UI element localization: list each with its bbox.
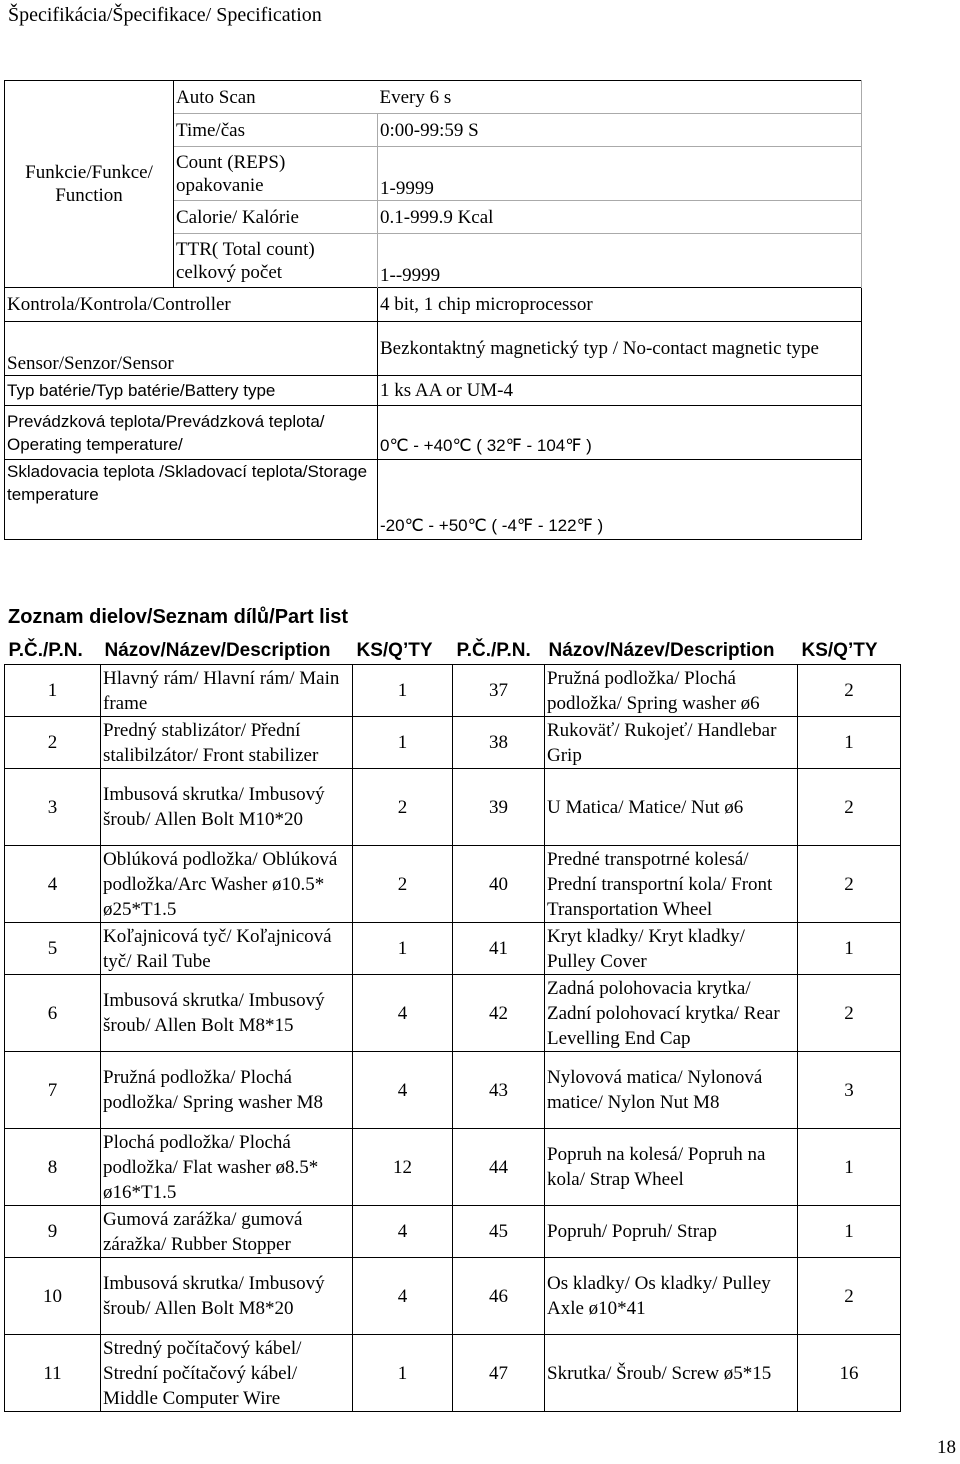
part-description: Rukoväť/ Rukojeť/ Handlebar Grip (545, 717, 798, 769)
table-row (5, 1258, 901, 1335)
part-number: 9 (5, 1206, 101, 1258)
part-description: Popruh/ Popruh/ Strap (545, 1206, 798, 1258)
part-number: 10 (5, 1258, 101, 1335)
sensor-label: Sensor/Senzor/Sensor (5, 322, 378, 376)
battery-label: Typ batérie/Typ batérie/Battery type (5, 376, 378, 406)
function-name: TTR( Total count) celkový počet (174, 234, 378, 288)
part-number: 38 (453, 717, 545, 769)
function-name: Calorie/ Kalórie (174, 201, 378, 234)
table-row (5, 769, 901, 846)
header-description: Názov/Název/Description (104, 640, 331, 661)
part-number: 2 (5, 717, 101, 769)
part-number: 1 (5, 665, 101, 717)
header-part-number: P.Č./P.N. (456, 640, 531, 661)
part-description: Os kladky/ Os kladky/ Pulley Axle ø10*41 (545, 1258, 798, 1335)
part-number: 3 (5, 769, 101, 846)
part-description: Imbusová skrutka/ Imbusový šroub/ Allen Bolt M8*15 (101, 975, 353, 1052)
part-quantity: 1 (798, 1206, 901, 1258)
battery-value: 1 ks AA or UM-4 (378, 376, 862, 406)
part-number: 4 (5, 846, 101, 923)
storage-temp-label: Skladovacia teplota /Skladovací teplota/Storage temperature (5, 460, 378, 540)
part-number: 47 (453, 1335, 545, 1412)
spec-title: Špecifikácia/Špecifikace/ Specification (8, 4, 322, 26)
part-quantity: 2 (798, 665, 901, 717)
part-list-table (4, 638, 901, 1412)
part-description: Imbusová skrutka/ Imbusový šroub/ Allen Bolt M10*20 (101, 769, 353, 846)
table-row (5, 975, 901, 1052)
table-row (5, 923, 901, 975)
part-description: Nylovová matica/ Nylonová matice/ Nylon Nut M8 (545, 1052, 798, 1129)
function-value: 0.1-999.9 Kcal (378, 201, 862, 234)
sensor-value: Bezkontaktný magnetický typ / No-contact magnetic type (378, 322, 862, 376)
part-quantity: 2 (798, 1258, 901, 1335)
function-value: 1-9999 (378, 147, 862, 201)
part-description: Oblúková podložka/ Oblúková podložka/Arc Washer ø10.5* ø25*T1.5 (101, 846, 353, 923)
operating-temp-value: 0℃ - +40℃ ( 32℉ - 104℉ ) (378, 406, 862, 460)
part-number: 11 (5, 1335, 101, 1412)
part-description: Pružná podložka/ Plochá podložka/ Spring washer ø6 (545, 665, 798, 717)
part-description: Popruh na kolesá/ Popruh na kola/ Strap Wheel (545, 1129, 798, 1206)
part-description: Pružná podložka/ Plochá podložka/ Spring washer M8 (101, 1052, 353, 1129)
part-quantity: 12 (353, 1129, 453, 1206)
part-description: U Matica/ Matice/ Nut ø6 (545, 769, 798, 846)
controller-label: Kontrola/Kontrola/Controller (5, 288, 378, 322)
table-row (5, 1129, 901, 1206)
part-quantity: 16 (798, 1335, 901, 1412)
part-quantity: 4 (353, 1052, 453, 1129)
table-row (5, 1052, 901, 1129)
part-description: Plochá podložka/ Plochá podložka/ Flat washer ø8.5* ø16*T1.5 (101, 1129, 353, 1206)
part-description: Koľajnicová tyč/ Koľajnicová tyč/ Rail Tube (101, 923, 353, 975)
header-quantity: KS/Q’TY (356, 640, 433, 661)
part-number: 37 (453, 665, 545, 717)
part-number: 7 (5, 1052, 101, 1129)
table-row (5, 1335, 901, 1412)
part-number: 6 (5, 975, 101, 1052)
part-description: Gumová zarážka/ gumová záražka/ Rubber Stopper (101, 1206, 353, 1258)
part-description: Predný stablizátor/ Přední stalibilzátor/ Front stabilizer (101, 717, 353, 769)
table-row (5, 717, 901, 769)
part-quantity: 1 (353, 923, 453, 975)
part-number: 43 (453, 1052, 545, 1129)
part-description: Skrutka/ Šroub/ Screw ø5*15 (545, 1335, 798, 1412)
function-name: Time/čas (174, 114, 378, 147)
part-number: 44 (453, 1129, 545, 1206)
part-description: Stredný počítačový kábel/ Strední počítačový kábel/ Middle Computer Wire (101, 1335, 353, 1412)
part-description: Zadná polohovacia krytka/ Zadní polohovací krytka/ Rear Levelling End Cap (545, 975, 798, 1052)
function-value: 0:00-99:59 S (378, 114, 862, 147)
part-list-title: Zoznam dielov/Seznam dílů/Part list (8, 606, 349, 628)
part-description: Kryt kladky/ Kryt kladky/ Pulley Cover (545, 923, 798, 975)
function-name: Count (REPS) opakovanie (174, 147, 378, 201)
part-number: 42 (453, 975, 545, 1052)
part-quantity: 1 (353, 1335, 453, 1412)
part-number: 41 (453, 923, 545, 975)
part-description: Predné transpotrné kolesá/ Prední transportní kola/ Front Transportation Wheel (545, 846, 798, 923)
operating-temp-label: Prevádzková teplota/Prevádzková teplota/ Operating temperature/ (5, 406, 378, 460)
part-number: 8 (5, 1129, 101, 1206)
part-number: 46 (453, 1258, 545, 1335)
function-name: Auto Scan (174, 81, 378, 114)
function-label: Funkcie/Funkce/ Function (5, 81, 174, 288)
specification-table (4, 80, 862, 540)
part-quantity: 2 (353, 769, 453, 846)
part-quantity: 4 (353, 975, 453, 1052)
storage-temp-value: -20℃ - +50℃ ( -4℉ - 122℉ ) (378, 460, 862, 540)
part-number: 40 (453, 846, 545, 923)
table-row (5, 1206, 901, 1258)
part-number: 39 (453, 769, 545, 846)
part-quantity: 1 (353, 717, 453, 769)
part-quantity: 2 (798, 846, 901, 923)
part-description: Hlavný rám/ Hlavní rám/ Main frame (101, 665, 353, 717)
header-quantity: KS/Q’TY (801, 640, 878, 661)
part-quantity: 1 (353, 665, 453, 717)
header-description: Názov/Název/Description (548, 640, 775, 661)
part-description: Imbusová skrutka/ Imbusový šroub/ Allen Bolt M8*20 (101, 1258, 353, 1335)
part-quantity: 2 (798, 769, 901, 846)
table-row (5, 846, 901, 923)
function-value: 1--9999 (378, 234, 862, 288)
controller-value: 4 bit, 1 chip microprocessor (378, 288, 862, 322)
page-number: 18 (937, 1437, 956, 1458)
part-quantity: 4 (353, 1258, 453, 1335)
part-quantity: 2 (798, 975, 901, 1052)
table-row (5, 665, 901, 717)
part-quantity: 3 (798, 1052, 901, 1129)
header-part-number: P.Č./P.N. (8, 640, 83, 661)
part-quantity: 4 (353, 1206, 453, 1258)
part-quantity: 1 (798, 717, 901, 769)
part-number: 45 (453, 1206, 545, 1258)
part-quantity: 1 (798, 1129, 901, 1206)
part-number: 5 (5, 923, 101, 975)
part-quantity: 2 (353, 846, 453, 923)
function-value: Every 6 s (378, 81, 862, 114)
part-quantity: 1 (798, 923, 901, 975)
